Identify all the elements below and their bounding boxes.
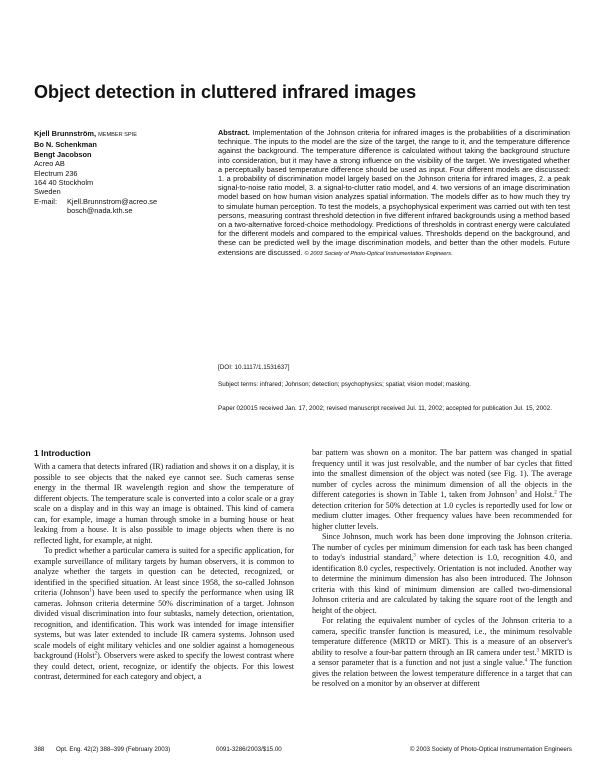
reference-marker[interactable]: 4	[524, 658, 528, 664]
reference-marker[interactable]: 2	[94, 651, 98, 657]
page-number: 388	[34, 746, 45, 753]
affiliation-line: Acreo AB	[34, 159, 65, 169]
affiliation-line: Sweden	[34, 187, 61, 197]
reference-marker[interactable]: 3	[413, 553, 416, 559]
paragraph: To predict whether a particular camera is suited for a specific application, for example surveillance of military targets by human observers, it is common to analyze whether the targets in question can be detected, recognized, or identified in the specified situation. At least since 1958, the so-called Johnson criteria (Johnson$^1$) have been used to specify the performance when using IR cameras. Johnson criteria determine 50% discrimination of a target. Johnson divided visual discrimination into four subtasks, namely detection, orientation, recognition, and identification. This work was intended for image intensifier systems, but was later extended to include IR camera systems. Johnson used scale models of eight military vehicles and one soldier against a homogeneous background (Holst$^2$). Observers were asked to specify the lowest contrast where they could detect, orient, recognize, or identify the objects. For this lowest contrast, determined for each category and object, a	[34, 546, 294, 681]
reference-marker[interactable]: 1	[89, 588, 92, 594]
journal-citation: Opt. Eng. 42(2) 388–399 (February 2003)	[56, 746, 171, 753]
doi[interactable]: [DOI: 10.1117/1.1531637]	[218, 364, 290, 371]
abstract	[218, 128, 570, 259]
body-column-left	[34, 462, 294, 683]
abstract-text: Implementation of the Johnson criteria for infrared images is the probabilities of a discrimination technique. The inputs to the model are the size of the target, the range to it, and the temperature difference against the background. The temperature difference is calculated without taking the background structure into consideration, but it may have a strong influence on the visibility of the target. We investigated whether a perceptually based temperature difference should be used as input. Four different models are discussed: 1. a probability of discrimination model largely based on the Johnson criteria for infrared images, 2. a peak signal-to-noise ratio model, 3. a signal-to-clutter ratio model, and 4. two versions of an image discrimination model based on how human vision analyzes spatial information. The models differ as to how much they try to simulate human perception. To test the models, a psychophysical experiment was carried out with ten test persons, measuring contrast threshold detection in five different infrared backgrounds using a method based on a two-alternative forced-choice methodology. Predictions of thresholds in contrast energy were calculated for the different models and compared to the empirical values. Thresholds depend on the background, and these can be predicted well by the image discrimination models, and better than the other models. Future extensions are discussed.	[218, 128, 570, 257]
paragraph: For relating the equivalent number of cycles of the Johnson criteria to a camera, specific transfer function is measured, i.e., the minimum resolvable temperature difference (MRTD or MRT). This is a measure of an observer's ability to resolve a four-bar pattern through an IR camera under test.$^3$ MRTD is a sensor parameter that is a function and not just a single value.$^4$ The function gives the relation between the lowest temperature difference in a target that can be resolved on a monitor by an observer at different	[312, 616, 572, 688]
first-author-name: Kjell Brunnström,	[34, 129, 97, 138]
issn-price: 0091-3286/2003/$15.00	[216, 746, 282, 753]
reference-marker[interactable]: 3	[536, 647, 540, 653]
reference-marker[interactable]: 1	[514, 490, 518, 496]
paper-title: Object detection in cluttered infrared images	[34, 82, 417, 102]
author-name: Bengt Jacobson	[34, 149, 92, 159]
affiliation-line: 164 40 Stockholm	[34, 178, 94, 188]
paragraph: bar pattern was shown on a monitor. The bar pattern was changed in spatial frequency until it was just resolvable, and the number of bar cycles that fitted into the smallest dimension of the object was noted (see Fig. 1). The average number of cycles across the minimum dimension of all the objects in the different categories is shown in Table 1, taken from Johnson$^1$ and Holst.$^2$ The detection criterion for 50% detection at 1.0 cycles is reportedly used for low or medium clutter images. Other frequency values have been recommended for higher clutter levels.	[312, 448, 573, 531]
affiliation-line: Electrum 236	[34, 168, 78, 178]
footer-copyright: © 2003 Society of Photo-Optical Instrumentation Engineers	[409, 746, 572, 753]
subject-terms: Subject terms: infrared; Johnson; detection; psychophysics; spatial; vision model; masking.	[218, 381, 472, 388]
email-label: E-mail:	[34, 196, 57, 206]
abstract-copyright: © 2003 Society of Photo-Optical Instrumentation Engineers.	[304, 250, 453, 257]
author-block	[34, 129, 214, 216]
email-address[interactable]: Kjell.Brunnstrom@acreo.se	[67, 196, 158, 206]
section-heading: 1 Introduction	[34, 448, 91, 458]
first-author-role: MEMBER SPIE	[98, 132, 137, 138]
reference-marker[interactable]: 2	[554, 490, 557, 496]
paragraph: Since Johnson, much work has been done improving the Johnson criteria. The number of cycles per minimum dimension for each task has been changed to today's industrial standard,$^3$ where detection is 1.0, recognition 4.0, and identification 8.0 cycles, respectively. Orientation is not included. Another way to determine the minimum dimension has also been introduced. The Johnson criteria with this kind of minimum dimension are called two-dimensional Johnson criteria and are calculated by taking the square root of the length and height of the object.	[312, 532, 572, 615]
author-name: Bo N. Schenkman	[34, 140, 97, 150]
page-footer	[34, 746, 572, 753]
email-address[interactable]: bosch@nada.kth.se	[67, 206, 133, 216]
paragraph: With a camera that detects infrared (IR) radiation and shows it on a display, it is possible to see objects that the naked eye cannot see. Such cameras sense energy in the thermal IR wavelength region and show the temperature of different objects. The temperature scale is converted into a color scale or a gray scale on a display and in this way an image is obtained. This kind of camera can, for example, image a human through smoke in a burning house or heat leaking from a house. It is also possible to image objects when there is no reflected light, for example, at night.	[34, 462, 294, 545]
body-column-right	[312, 448, 572, 690]
received-dates: Paper 020015 received Jan. 17, 2002; revised manuscript received Jul. 11, 2002; accepted for publication Jul. 15, 2002.	[218, 405, 552, 412]
abstract-label: Abstract.	[218, 128, 250, 137]
